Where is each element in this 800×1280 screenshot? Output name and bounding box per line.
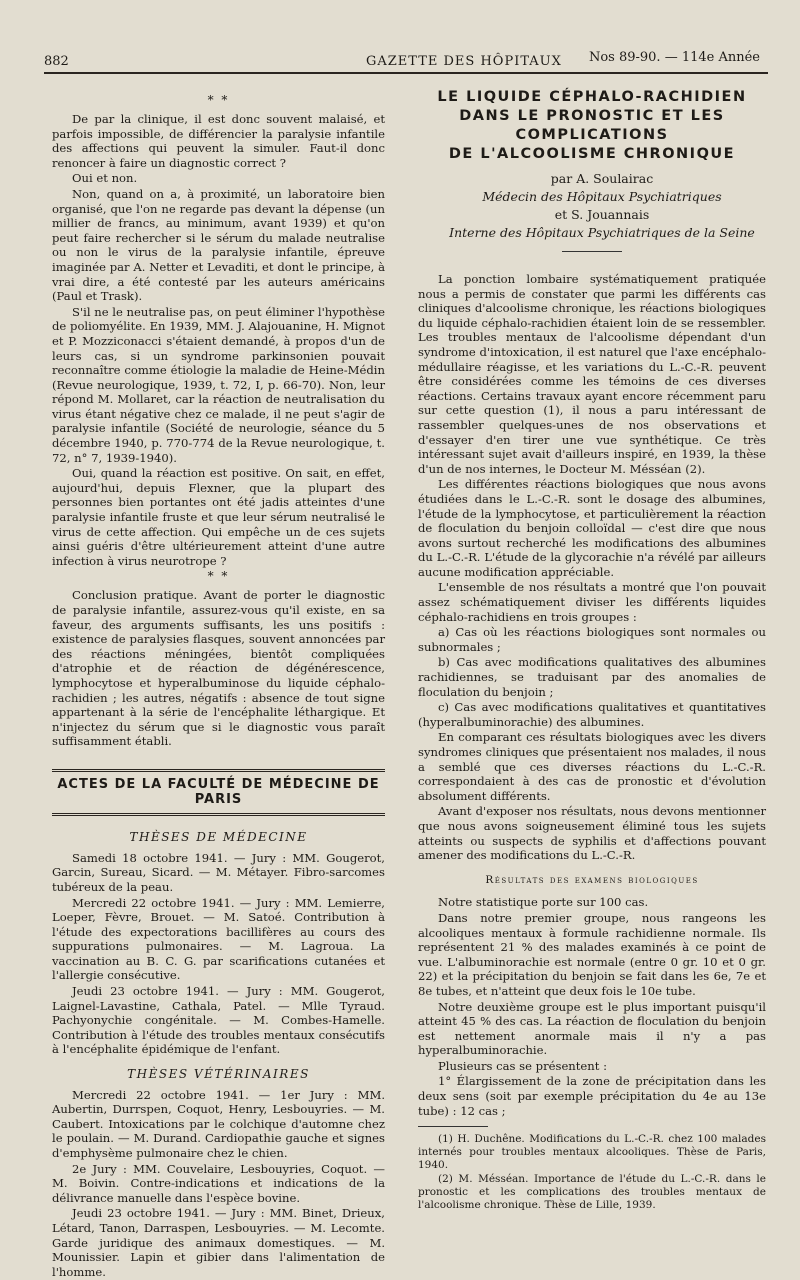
groups-list — [418, 625, 766, 729]
title-line: DE L'ALCOOLISME CHRONIQUE — [448, 146, 736, 162]
right-column — [418, 88, 766, 1213]
paragraph: Notre deuxième groupe est le plus important puisqu'il atteint 45 % des cas. La réaction de floculation du benjoin est nettement anormale mais il n'y a pas hyperalbuminorachie. — [418, 999, 766, 1058]
paragraph: Les différentes réactions biologiques que nous avons étudiées dans le L.-C.-R. sont le dosage des albumines, l'étude de la lymphocytose, et particulièrement la réaction de floculation du benjoin colloïdal — c'est dire que nous avons surtout recherché les modifications des albumines du L.-C.-R. L'étude de la glycorachie n'a révélé par ailleurs aucune modification appréciable. — [418, 477, 766, 579]
thesis-entry: Jeudi 23 octobre 1941. — Jury : MM. Gougerot, Laignel-Lavastine, Cathala, Patel. — Mlle Tyraud. Pachyonychie congénitale. — M. Combes-Hamelle. Contribution à l'étude des troubles mentaux consécutifs à l'encéphalite épidémique de l'enfant. — [52, 984, 385, 1057]
medicine-theses-heading: THÈSES DE MÉDECINE — [129, 830, 308, 845]
thesis-entry: Samedi 18 octobre 1941. — Jury : MM. Gougerot, Garcin, Sureau, Sicard. — M. Métayer. Fibro-sarcomes tubéreux de la peau. — [52, 850, 385, 894]
list-item: b) Cas avec modifications qualitatives des albumines rachidiennes, se traduisant par des anomalies de floculation du benjoin ; — [418, 655, 766, 699]
header-rule — [44, 72, 768, 74]
paragraph: Oui, quand la réaction est positive. On sait, en effet, aujourd'hui, depuis Flexner, que la plupart des personnes bien portantes ont été jadis atteintes d'une paralysie infantile fruste et que leur sérum neutralisé le virus de cette affection. Qui empêche un de ces sujets ainsi guéris d'être ultérieurement atteint d'une autre infection à virus neurotrope ? — [52, 466, 385, 568]
faculty-banner — [52, 769, 385, 816]
paragraph: Non, quand on a, à proximité, un laboratoire bien organisé, que l'on ne regarde pas devant la dépense (un millier de francs, au minimum, avant 1939) et qu'on peut faire rechercher si le sérum du malade neutralise ou non le virus de la paralysie infantile, épreuve imaginée par A. Netter et Levaditi, et dont le principe, à vrai dire, a été contesté par les auteurs américains (Paul et Trask). — [52, 186, 385, 304]
paragraph: S'il ne le neutralise pas, on peut éliminer l'hypothèse de poliomyélite. En 1939, MM. J. Alajouanine, H. Mignot et P. Mozziconacci s'étaient demandé, à propos d'un de leurs cas, si un syndrome parkinsonien pouvait reconnaître comme étiologie la maladie de Heine-Médin (Revue neurologique, 1939, t. 72, I, p. 66-70). Non, leur répond M. Mollaret, car la réaction de neutralisation du virus étant négative chez ce malade, il ne peut s'agir de paralysie infantile (Société de neurologie, séance du 5 décembre 1940, p. 770-774 de la Revue neurologique, t. 72, n° 7, 1939-1940). — [52, 304, 385, 465]
section-stars: * * — [207, 93, 230, 107]
thesis-entry: 2e Jury : MM. Couvelaire, Lesbouyries, Coquot. — M. Boivin. Contre-indications et indications de la délivrance manuelle dans l'espèce bovine. — [52, 1161, 385, 1205]
conclusion-paragraph: Conclusion pratique. Avant de porter le diagnostic de paralysie infantile, assurez-vous qu'il existe, en sa faveur, des arguments suffisants, les uns positifs : existence de paralysies flasques, souvent annoncées par des réactions méningées, bientôt compliquées d'atrophie et de réaction de dégénérescence, lymphocytose et hyperalbuminose du liquide céphalo-rachidien ; les autres, négatifs : absence de tout signe appartenant à la série de l'encéphalite léthargique. Et n'injectez du sérum que si le diagnostic vous paraît suffisamment établi. — [52, 588, 385, 749]
author-1: par A. Soulairac — [550, 171, 654, 186]
thesis-entry: Jeudi 23 octobre 1941. — Jury : MM. Binet, Drieux, Létard, Tanon, Darraspen, Lesbouyries. — M. Lecomte. Garde juridique des animaux domestiques. — M. Mounissier. Lapin et gibier dans l'alimentation de l'homme. — [52, 1206, 385, 1279]
list-item: a) Cas où les réactions biologiques sont normales ou subnormales ; — [418, 625, 766, 654]
issue-number: Nos 89-90. — 114e Année — [588, 50, 760, 65]
divider — [562, 251, 622, 252]
journal-title: GAZETTE DES HÔPITAUX — [366, 54, 562, 69]
author-2: et S. Jouannais — [554, 207, 650, 222]
footnote: (1) H. Duchêne. Modifications du L.-C.-R. chez 100 malades internés pour troubles mentaux alcooliques. Thèse de Paris, 1940. — [418, 1133, 766, 1172]
paragraph: L'ensemble de nos résultats a montré que l'on pouvait assez schématiquement diviser les différents liquides céphalo-rachidiens en trois groupes : — [418, 580, 766, 624]
paragraph: Dans notre premier groupe, nous rangeons les alcooliques mentaux à formule rachidienne normale. Ils représentent 21 % des malades examinés à ce point de vue. L'albuminorachie est normale (entre 0 gr. 10 et 0 gr. 22) et la précipitation du benjoin se fait dans les 6e, 7e et 8e tubes, et n'atteint que deux fois le 10e tube. — [418, 910, 766, 998]
author-2-affiliation: Interne des Hôpitaux Psychiatriques de la Seine — [449, 225, 755, 240]
faculty-title: ACTES DE LA FACULTÉ DE MÉDECINE DE PARIS — [57, 776, 380, 807]
article-title — [418, 88, 766, 164]
thesis-entry: Mercredi 22 octobre 1941. — 1er Jury : MM. Aubertin, Durrspen, Coquot, Henry, Lesbouyries. — M. Caubert. Intoxications par le colchique d'automne chez le poulain. — M. Durand. Cardiopathie gauche et signes d'emphysème pulmonaire chez le chien. — [52, 1087, 385, 1160]
veterinary-theses-heading: THÈSES VÉTÉRINAIRES — [127, 1067, 310, 1082]
footnote: (2) M. Mésséan. Importance de l'étude du L.-C.-R. dans le pronostic et les complications des troubles mentaux de l'alcoolisme chronique. Thèse de Lille, 1939. — [418, 1173, 766, 1212]
thesis-entry: Mercredi 22 octobre 1941. — Jury : MM. Lemierre, Loeper, Fèvre, Brouet. — M. Satoé. Contribution à l'étude des expectorations bacillifères au cours des suppurations pulmonaires. — M. Lagroua. La vaccination au B. C. G. par scarifications cutanées et l'allergie consécutive. — [52, 895, 385, 983]
paragraph: Oui et non. — [72, 171, 138, 186]
paragraph: En comparant ces résultats biologiques avec les divers syndromes cliniques que présentaient nos malades, il nous a semblé que ces diverses réactions du L.-C.-R. correspondaient à des cas de pronostic et d'évolution absolument différents. — [418, 730, 766, 803]
footnote-rule — [418, 1126, 488, 1127]
page-number: 882 — [44, 54, 69, 69]
paragraph: Plusieurs cas se présentent : — [438, 1058, 608, 1073]
paragraph: Avant d'exposer nos résultats, nous devons mentionner que nous avons soigneusement éliminé tous les sujets atteints ou suspects de syphilis et d'affections pouvant amener des modifications du L.-C.-R. — [418, 804, 766, 863]
paragraph: Notre statistique porte sur 100 cas. — [438, 895, 649, 910]
left-column — [52, 92, 385, 1280]
page-header — [44, 50, 768, 72]
paragraph: De par la clinique, il est donc souvent malaisé, et parfois impossible, de différencier la paralysie infantile des affections qui peuvent la simuler. Faut-il donc renoncer à faire un diagnostic correct ? — [52, 112, 385, 170]
section-stars: * * — [207, 569, 230, 584]
paragraph: La ponction lombaire systématiquement pratiquée nous a permis de constater que parmi les différents cas cliniques d'alcoolisme chronique, les réactions biologiques du liquide céphalo-rachidien étaient loin de se ressembler. Les troubles mentaux de l'alcoolisme dépendant d'un syndrome d'intoxication, il est naturel que l'axe encéphalo-médullaire réagisse, et les variations du L.-C.-R. peuvent être considérées comme les témoins de ces diverses réactions. Certains travaux ayant encore récemment paru sur cette question (1), il nous a paru intéressant de rassembler quelques-unes de nos observations et d'essayer d'en tirer une vue synthétique. Ce très intéressant sujet avait d'ailleurs inspiré, en 1939, la thèse d'un de nos internes, le Docteur M. Mésséan (2). — [418, 272, 766, 476]
title-line: LE LIQUIDE CÉPHALO-RACHIDIEN — [437, 89, 747, 105]
author-1-affiliation: Médecin des Hôpitaux Psychiatriques — [482, 189, 722, 204]
list-item: c) Cas avec modifications qualitatives et quantitatives (hyperalbuminorachie) des albumines. — [418, 700, 766, 729]
paragraph: 1° Élargissement de la zone de précipitation dans les deux sens (soit par exemple précipitation du 4e au 13e tube) : 12 cas ; — [418, 1074, 766, 1118]
results-heading: Résultats des examens biologiques — [485, 873, 699, 886]
title-line: DANS LE PRONOSTIC ET LES COMPLICATIONS — [459, 108, 725, 143]
